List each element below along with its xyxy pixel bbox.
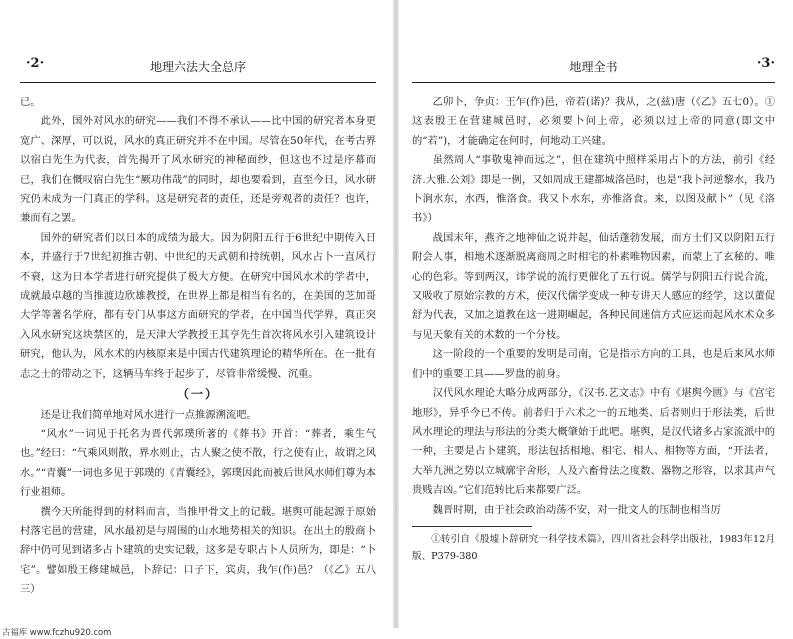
section-heading: （一） (176, 387, 219, 402)
right-running-title: 地理全书 (569, 60, 618, 74)
right-paragraph-6: 魏晋时期，由于社会政治动荡不安，对一批文人的压制也相当厉 (432, 503, 721, 516)
right-paragraph-5: 汉代风水理论大略分成两部分，《汉书.艺文志》中有《堪舆今匮》与《宫宅地形》，异乎今已不传。前者归于六术之一的五地类、后者则归于形法类，后世风水理论的理法与形法的分类大概肇始于此吧。堪舆，是汉代诸多占家流派中的一种，主要是占卜建筑，形法包括相地、相宅、相人、相物等方面，“开法者，大举九洲之势以立城廓宇舍形，人及六畜骨法之度数、器物之形容，以求其声气贵贱吉凶。”它们范转比后来都要广泛。 (412, 387, 775, 497)
right-page-header (412, 52, 775, 82)
right-paragraph-2: 虽然周人“事敬鬼神而远之”，但在建筑中照样采用占卜的方法，前引《经济.大雅.公刘》即是一例，又如周成王建都城洛邑时，也是“我卜河逆黎水，我乃卜涧水东，水西，惟洛食。我又卜水东，亦惟洛食。来，以图及献卜”（见《洛书》） (412, 154, 775, 225)
left-paragraph-1: 已。 (20, 96, 41, 108)
right-paragraph-3: 战国末年，燕齐之地神仙之说并起，仙话蓬勃发展，而方士们又以阴阳五行附会人事，相地术逐渐脱离商周之时相宅的朴素唯物因素，而蒙上了玄秘的、唯心的色彩。等到两汉，讳学说的流行更催化了五行说。儒学与阴阳五行说合流，又吸收了原始宗教的方术，使汉代儒学变成一种专讲天人感应的经学，这以董促舒为代表，又加之道教在这一进期崛起，各种民间迷信方式应运而起风水术众多与见天象有关的术数的一个分枝。 (412, 231, 775, 341)
left-paragraph-4: 还是让我们简单地对风水进行一点推源溯流吧。 (40, 408, 257, 421)
left-page (0, 0, 396, 628)
left-paragraph-3: 国外的研究者们以日本的成绩为最大。因为阴阳五行于6世纪中期传入日本，并盛行于7世纪初推古朝、中世纪的天武朝和持统朝，风水占卜一直风行不衰，这为日本学者进行研究提供了极大方便。在研究中国风水术的学者中，成就最卓越的当推渡边欣雄教授，在世界上都是相当有名的，在美国的芝加哥大学等著名学府，都有专门从事这方面研究的学者，在中国当代学界，真正突入风水研究这块禁区的，是天津大学教授王其亨先生首次将风水引入建筑设计研究，他认为，风水术的内核原来是中国古代建筑理论的精华所在。在一批有志之士的带动之下，这辆马车终于起步了，尽管非常缓慢、沉重。 (20, 231, 376, 380)
left-paragraph-6: 撰今天所能得到的材料而言，当推甲骨文上的记载。堪舆可能起源于原始村落宅邑的营建，风水最初是与周围的山水地势相关的知识。在出土的殷商卜辞中仍可见到诸多占卜建筑的史实记载，这多是专职占卜人员所为，即是：“卜宅”。譬如殷王修建城邑，卜辞记：口子下，宾贞，我乍(作)邑？（《乙》五八三） (20, 505, 376, 596)
right-page-number: ·3· (756, 56, 775, 71)
right-page-body (412, 93, 775, 565)
left-paragraph-5: “风水”一词见于托名为晋代郭璞所著的《葬书》开首：“葬者，乘生气也。”经曰：“气乘风则散，界水则止，古人聚之使不散，行之使有止，故谓之风水。”“青囊”一词也多见于郭璞的《青囊经》，郭璞因此而被后世风水师们尊为本行业祖师。 (20, 427, 376, 499)
left-page-body (20, 93, 376, 600)
right-paragraph-1: 乙卯卜，争贞：王乍(作)邑，帝若(诺)？我从，之(兹)唐（《乙》五七0）。①这表殷王在营建城邑时，必须要卜问上帝，必须以过上帝的同意(即文中的“若”)，才能确定在何时，何地动工兴建。 (412, 96, 775, 147)
right-page (398, 0, 793, 628)
left-page-number: ·2· (26, 56, 45, 71)
footnote-rule (412, 526, 532, 527)
left-page-header (20, 52, 376, 82)
site-watermark: 古福库 www.fczhu920.com (2, 627, 112, 637)
left-running-title: 地理六法大全总序 (149, 60, 246, 74)
right-paragraph-4: 这一阶段的一个重要的发明是司南，它是指示方向的工具，也是后来风水师们中的重要工具——罗盘的前身。 (412, 348, 775, 380)
left-header-rule (20, 82, 376, 83)
left-paragraph-2: 此外，国外对风水的研究——我们不得不承认——比中国的研究者本身更宽广、深厚，可以说，风水的真正研究并不在中国。尽管在50年代，在考古界以宿白先生为代表，首先揭开了风水研究的神秘面纱，但这也不过是序幕而已，我们在慨叹宿白先生“厥功伟哉”的同时，却也要看到，直至今日，风水研究仍未成为一门真正的学科。这是研究者的责任，还是旁观者的责任？也许，兼而有之罢。 (20, 115, 376, 225)
footnote: ①转引自《殷墟卜辞研究一科学技术篇》，四川省社会科学出版社，1983年12月版、P379-380 (412, 533, 775, 562)
right-header-rule (412, 82, 775, 83)
